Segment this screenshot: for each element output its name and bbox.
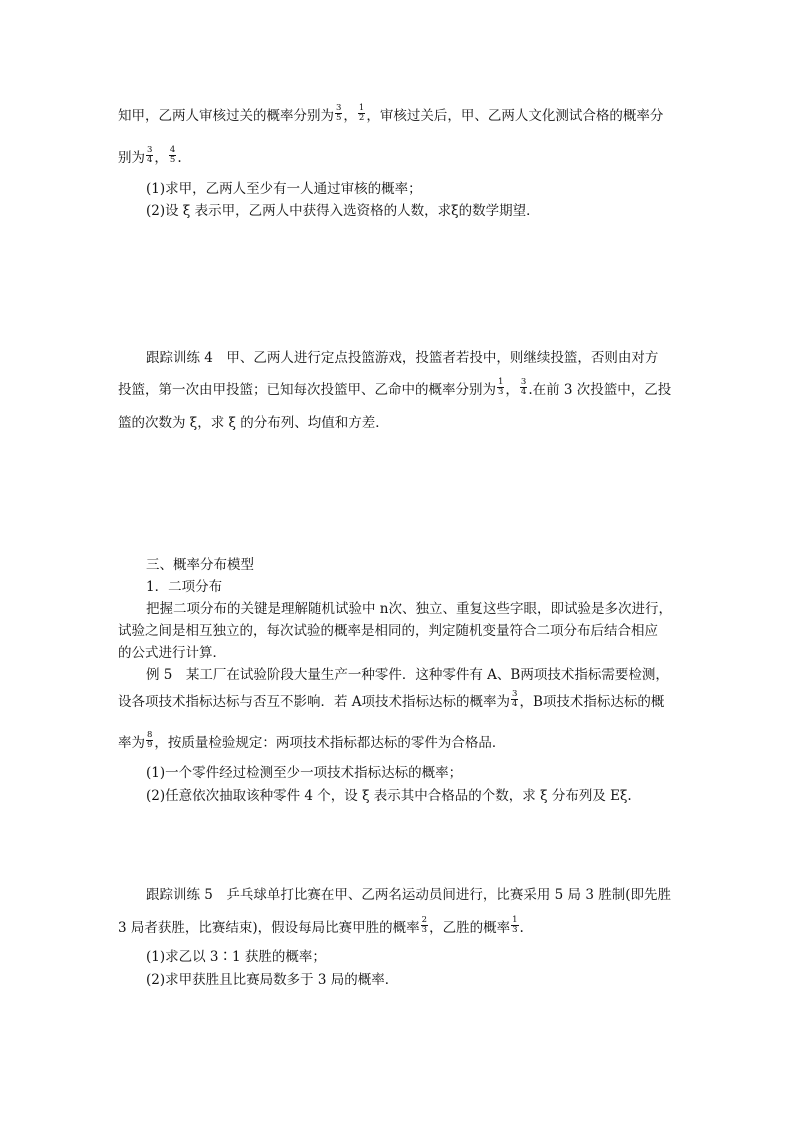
subsection-heading: 1．二项分布	[146, 579, 223, 595]
fraction: $\frac{1}{2}$	[358, 103, 365, 123]
fraction: $\frac{4}{5}$	[169, 145, 176, 165]
fraction: $\frac{2}{3}$	[421, 915, 428, 935]
body-text-line: 试验之间是相互独立的，每次试验的概率是相同的，判定随机变量符合二项分布后结合相应	[118, 623, 658, 639]
problem-text-line: 知甲，乙两人审核过关的概率分别为 $\frac{3}{5}$ ， $\frac{1}{2}$ ，审核过关后，甲、乙两人文化测试合格的概率分	[118, 103, 664, 124]
body-text-line: 把握二项分布的关键是理解随机试验中 n次、独立、重复这些字眼，即试验是多次进行，	[146, 601, 672, 617]
body-text-line: 的公式进行计算．	[118, 645, 226, 661]
fraction: $\frac{8}{9}$	[147, 730, 153, 750]
question-2: (2)任意依次抽取该种零件 4 个，设 ξ 表示其中合格品的个数，求 ξ 分布列及 Eξ.	[146, 788, 632, 804]
fraction: $\frac{1}{3}$	[498, 377, 504, 397]
fraction: $\frac{3}{4}$	[512, 689, 518, 709]
example-5-line: 设各项技术指标达标与否互不影响．若 A项技术指标达标的概率为 $\frac{3}{4}$ ，B项技术指标达标的概	[118, 689, 665, 710]
fraction: $\frac{3}{4}$	[147, 145, 153, 165]
question-1: (1)一个零件经过检测至少一项技术指标达标的概率；	[146, 765, 463, 781]
exercise-4-line: 投篮，第一次由甲投篮；已知每次投篮甲、乙命中的概率分别为 $\frac{1}{3}$ ， $\frac{3}{4}$ .在前 3 次投篮中，乙投	[118, 377, 672, 398]
exercise-5-line: 跟踪训练 5 乒乓球单打比赛在甲、乙两名运动员间进行，比赛采用 5 局 3 胜制(即先胜	[146, 887, 671, 903]
problem-text-line: 别为 $\frac{3}{4}$ ， $\frac{4}{5}$ .	[118, 145, 182, 166]
section-heading: 三、概率分布模型	[146, 557, 254, 573]
exercise-4-line: 篮的次数为 ξ，求 ξ 的分布列、均值和方差．	[118, 415, 389, 431]
exercise-5-line: 3 局者获胜，比赛结束)，假设每局比赛甲胜的概率 $\frac{2}{3}$ ，乙胜的概率 $\frac{1}{3}$ .	[118, 915, 524, 936]
exercise-4-line: 跟踪训练 4 甲、乙两人进行定点投篮游戏，投篮者若投中，则继续投篮，否则由对方	[146, 350, 659, 366]
question-1: (1)求甲，乙两人至少有一人通过审核的概率；	[146, 181, 422, 197]
fraction: $\frac{3}{5}$	[336, 103, 342, 123]
example-5-line: 例 5 某工厂在试验阶段大量生产一种零件．这种零件有 A、B两项技术指标需要检测，	[146, 667, 669, 683]
question-2: (2)设 ξ 表示甲，乙两人中获得入选资格的人数，求ξ的数学期望．	[146, 203, 540, 219]
fraction: $\frac{1}{3}$	[512, 915, 518, 935]
example-5-line: 率为 $\frac{8}{9}$ ，按质量检验规定：两项技术指标都达标的零件为合格品．	[118, 730, 506, 751]
fraction: $\frac{3}{4}$	[520, 377, 527, 397]
question-1: (1)求乙以 3∶1 获胜的概率；	[146, 949, 326, 965]
question-2: (2)求甲获胜且比赛局数多于 3 局的概率．	[146, 972, 399, 988]
